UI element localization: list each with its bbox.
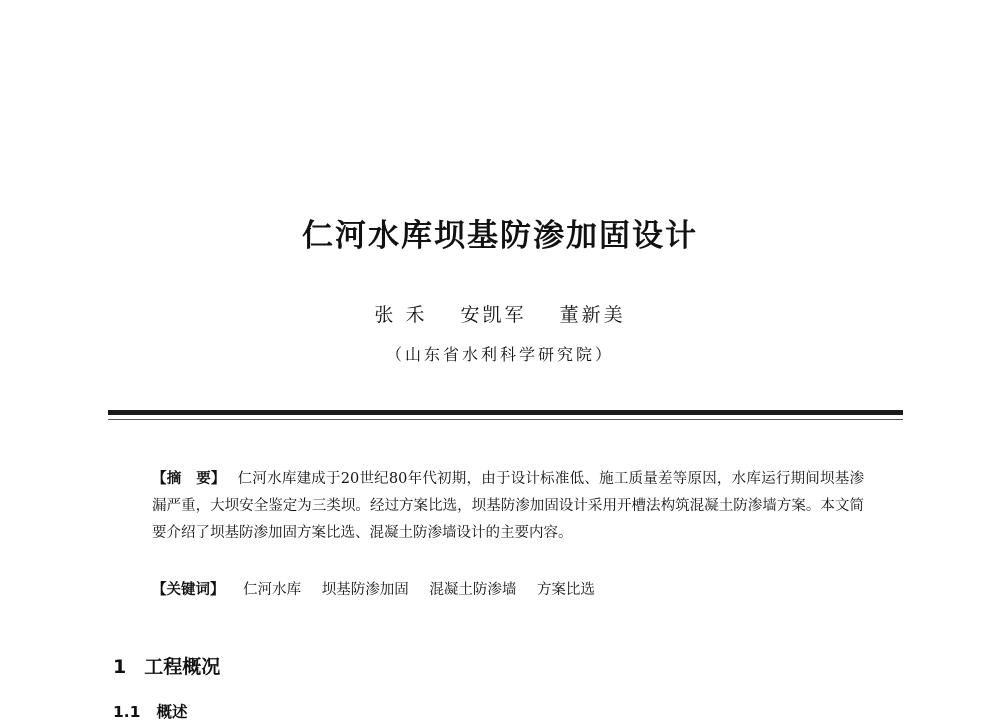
keywords-label: 【关键词】 — [152, 582, 225, 598]
subsection-number: 1.1 — [113, 703, 141, 721]
section-heading — [113, 652, 220, 679]
author-list — [0, 300, 1000, 327]
header-divider-thick — [108, 410, 903, 415]
subsection-heading — [113, 700, 187, 722]
keywords — [152, 578, 864, 599]
author-name: 安凯军 — [460, 304, 527, 326]
affiliation: （山东省水利科学研究院） — [385, 345, 614, 364]
abstract — [152, 466, 864, 547]
section-title: 工程概况 — [144, 656, 221, 678]
author-name: 董新美 — [559, 304, 626, 326]
paper-title: 仁河水库坝基防渗加固设计 — [302, 218, 698, 254]
abstract-label: 【摘 要】 — [152, 471, 226, 487]
keyword: 仁河水库 — [243, 582, 302, 598]
keyword: 方案比选 — [536, 582, 595, 598]
subsection-title: 概述 — [156, 703, 188, 721]
header-divider-thin — [108, 419, 903, 420]
abstract-text: 仁河水库建成于20世纪80年代初期，由于设计标准低、施工质量差等原因，水库运行期间坝基渗漏严重，大坝安全鉴定为三类坝。经过方案比选，坝基防渗加固设计采用开槽法构筑混凝土防渗墙方案。本文简要介绍了坝基防渗加固方案比选、混凝土防渗墙设计的主要内容。 — [152, 471, 864, 541]
keyword: 混凝土防渗墙 — [429, 582, 517, 598]
author-name: 张 禾 — [374, 304, 428, 326]
keyword: 坝基防渗加固 — [321, 582, 409, 598]
section-number: 1 — [113, 656, 127, 678]
